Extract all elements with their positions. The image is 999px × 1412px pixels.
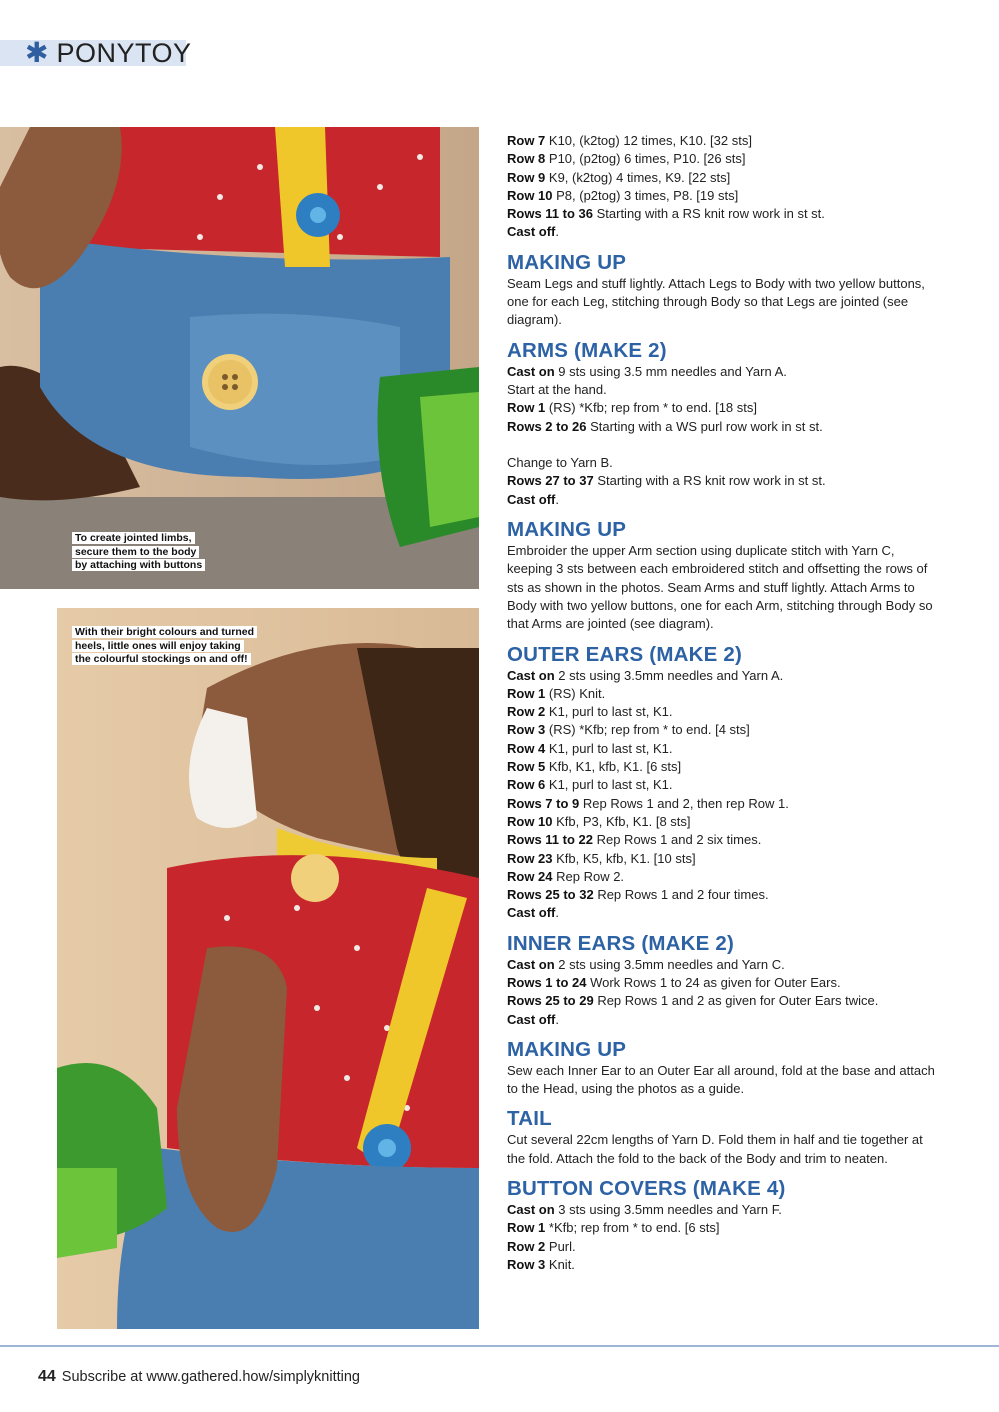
section-heading: BUTTON COVERS (MAKE 4)	[507, 1177, 786, 1201]
instruction-row: Row 1 (RS) *Kfb; rep from * to end. [18 sts]	[507, 400, 757, 416]
instruction-row: Row 9 K9, (k2tog) 4 times, K9. [22 sts]	[507, 169, 731, 185]
page-footer	[38, 1368, 360, 1386]
section-text: Cut several 22cm lengths of Yarn D. Fold them in half and tie together at the fold. Attach the fold to the back of the Body and trim to neaten.	[507, 1132, 923, 1166]
instruction-row: Row 8 P10, (p2tog) 6 times, P10. [26 sts]	[507, 151, 746, 167]
pattern-instructions	[507, 132, 937, 1274]
subscribe-link[interactable]: Subscribe at www.gathered.how/simplyknitting	[61, 1369, 360, 1385]
instruction-row: Row 3 (RS) *Kfb; rep from * to end. [4 sts]	[507, 722, 750, 738]
instruction-row: Cast on 9 sts using 3.5 mm needles and Yarn A.	[507, 363, 787, 379]
section-title: PONYTOY	[56, 38, 192, 68]
section-text: Sew each Inner Ear to an Outer Ear all around, fold at the base and attach to the Head, using the photos as a guide.	[507, 1062, 935, 1097]
instruction-row: Row 7 K10, (k2tog) 12 times, K10. [32 sts]	[507, 133, 752, 148]
instruction-row: Row 23 Kfb, K5, kfb, K1. [10 sts]	[507, 850, 696, 866]
instruction-row: Row 1 (RS) Knit.	[507, 685, 606, 701]
instruction-row: Rows 25 to 29 Rep Rows 1 and 2 as given for Outer Ears twice.	[507, 993, 879, 1009]
instruction-row: Rows 2 to 26 Starting with a WS purl row work in st st.	[507, 418, 823, 434]
footer-divider	[0, 1345, 999, 1347]
section-heading: MAKING UP	[507, 250, 627, 274]
section-outer-ears	[507, 643, 937, 923]
instruction-row: Start at the hand.	[507, 381, 607, 397]
section-heading: MAKING UP	[507, 518, 627, 542]
photo-caption-top: To create jointed limbs, secure them to the body by attaching with buttons	[72, 532, 205, 573]
instruction-row: Cast off.	[507, 224, 560, 240]
instruction-row: Row 2 Purl.	[507, 1238, 576, 1254]
instruction-row: Rows 27 to 37 Starting with a RS knit row work in st st.	[507, 473, 826, 489]
page-number: 44	[38, 1368, 56, 1385]
section-heading: OUTER EARS (MAKE 2)	[507, 642, 743, 666]
instruction-row: Cast on 2 sts using 3.5mm needles and Yarn A.	[507, 667, 784, 683]
instruction-row: Row 5 Kfb, K1, kfb, K1. [6 sts]	[507, 759, 682, 775]
instruction-row: Row 1 *Kfb; rep from * to end. [6 sts]	[507, 1220, 720, 1236]
instruction-row: Row 4 K1, purl to last st, K1.	[507, 740, 673, 756]
instruction-row: Rows 11 to 22 Rep Rows 1 and 2 six times.	[507, 832, 762, 848]
instruction-row: Row 24 Rep Row 2.	[507, 868, 625, 884]
instruction-row: Cast on 2 sts using 3.5mm needles and Yarn C.	[507, 956, 785, 972]
instruction-row: Rows 25 to 32 Rep Rows 1 and 2 four times.	[507, 887, 769, 903]
photo-caption-bottom: With their bright colours and turned heels, little ones will enjoy taking the colourful stockings on and off!	[72, 626, 257, 667]
section-heading: INNER EARS (MAKE 2)	[507, 931, 735, 955]
section-making-up-ears	[507, 1038, 937, 1099]
instruction-row: Row 10 Kfb, P3, Kfb, K1. [8 sts]	[507, 813, 691, 829]
instruction-row: Rows 7 to 9 Rep Rows 1 and 2, then rep Row 1.	[507, 795, 789, 811]
section-heading: TAIL	[507, 1107, 552, 1131]
section-making-up-legs	[507, 251, 937, 330]
instruction-row: Rows 11 to 36 Starting with a RS knit row work in st st.	[507, 206, 825, 222]
section-tail	[507, 1107, 937, 1168]
section-heading: ARMS (MAKE 2)	[507, 338, 667, 362]
section-making-up-arms	[507, 518, 937, 633]
instruction-row: Row 2 K1, purl to last st, K1.	[507, 704, 673, 720]
instruction-row: Change to Yarn B.	[507, 455, 613, 471]
section-button-covers	[507, 1177, 937, 1274]
instruction-row: Cast off.	[507, 1011, 560, 1027]
section-inner-ears	[507, 932, 937, 1029]
instruction-row: Row 10 P8, (p2tog) 3 times, P8. [19 sts]	[507, 187, 739, 203]
section-text: Embroider the upper Arm section using duplicate stitch with Yarn C, keeping 3 sts between each embroidered stitch and offsetting the rows of sts as shown in the photos. Seam Arms and stuff lightly. Attach Arms to Body with two yellow buttons, one for each Arm, stitching through Body so that Arms are jointed (see diagram).	[507, 543, 933, 632]
rows-continued	[507, 132, 937, 242]
instruction-row: Cast on 3 sts using 3.5mm needles and Yarn F.	[507, 1202, 782, 1218]
section-text: Seam Legs and stuff lightly. Attach Legs to Body with two yellow buttons, one for each Leg, stitching through Body so that Legs are jointed (see diagram).	[507, 275, 925, 328]
instruction-row: Cast off.	[507, 905, 560, 921]
instruction-row: Row 3 Knit.	[507, 1256, 575, 1272]
section-heading: MAKING UP	[507, 1037, 627, 1061]
instruction-row: Rows 1 to 24 Work Rows 1 to 24 as given for Outer Ears.	[507, 974, 841, 990]
instruction-row: Row 6 K1, purl to last st, K1.	[507, 777, 673, 793]
section-arms	[507, 339, 937, 509]
photo-pony-side	[57, 608, 479, 1329]
section-header-tab	[0, 37, 192, 68]
asterisk-icon: ✱	[25, 37, 49, 68]
photo-pony-legs	[0, 127, 479, 589]
instruction-row: Cast off.	[507, 491, 560, 507]
